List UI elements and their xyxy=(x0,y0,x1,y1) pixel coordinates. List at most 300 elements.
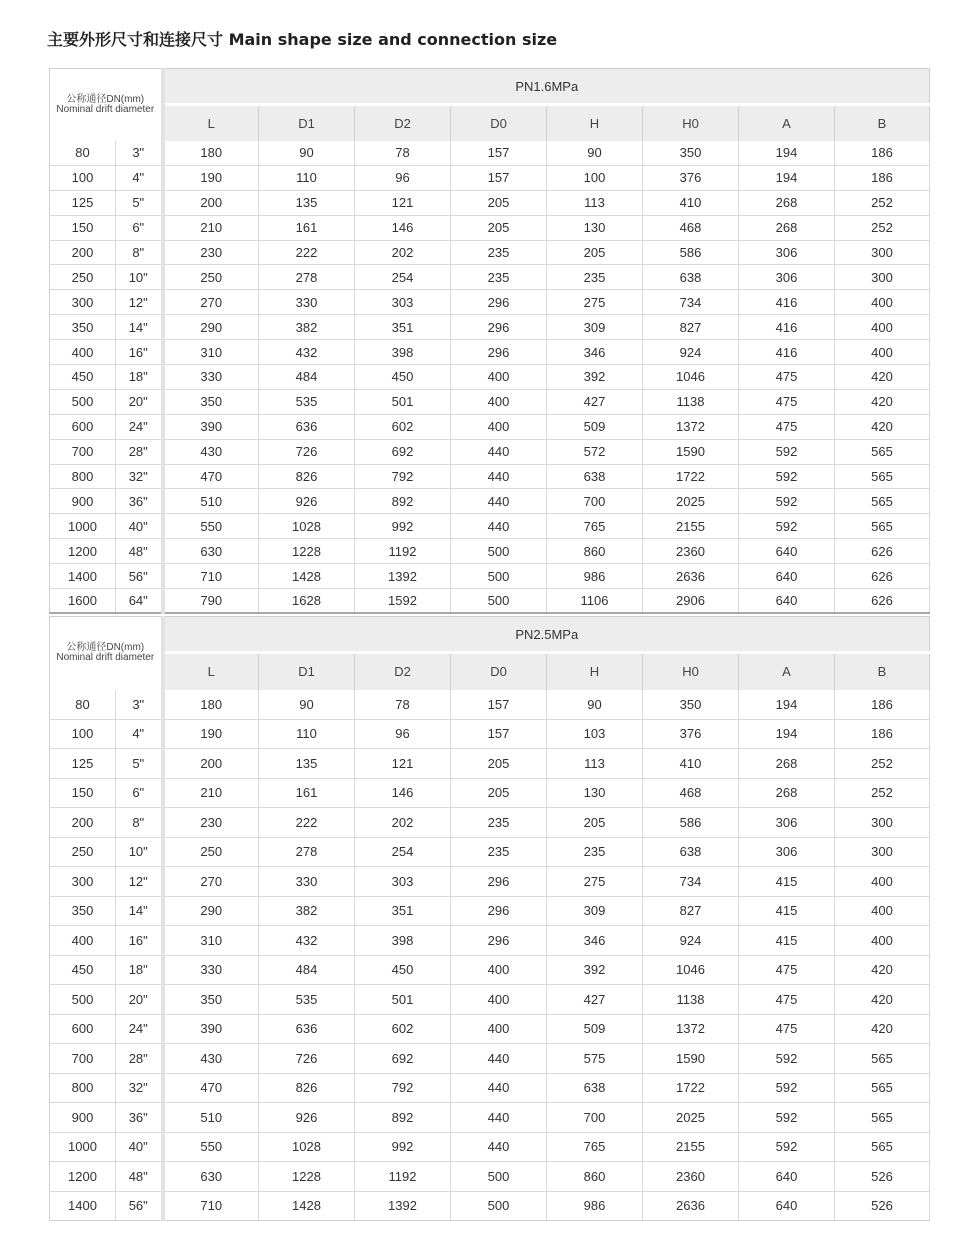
table-row xyxy=(50,389,930,414)
value-cell: 1138 xyxy=(643,985,739,1015)
dn-inch-cell: 24" xyxy=(116,1014,163,1044)
value-cell: 78 xyxy=(355,690,451,720)
dn-mm-cell: 80 xyxy=(50,690,116,720)
dn-inch-cell: 32" xyxy=(116,1073,163,1103)
table-row xyxy=(50,1044,930,1074)
value-cell: 1392 xyxy=(355,1191,451,1221)
value-cell: 710 xyxy=(163,1191,259,1221)
dn-inch-cell: 6" xyxy=(116,778,163,808)
value-cell: 640 xyxy=(739,1191,835,1221)
value-cell: 250 xyxy=(163,837,259,867)
value-cell: 330 xyxy=(163,955,259,985)
value-cell: 268 xyxy=(739,190,835,215)
value-cell: 992 xyxy=(355,514,451,539)
value-cell: 392 xyxy=(547,955,643,985)
dn-mm-cell: 350 xyxy=(50,896,116,926)
dn-mm-cell: 125 xyxy=(50,749,116,779)
value-cell: 1392 xyxy=(355,564,451,589)
column-header-h: H xyxy=(547,105,643,141)
column-header-h: H xyxy=(547,653,643,690)
column-header-b: B xyxy=(835,105,930,141)
table-row xyxy=(50,365,930,390)
value-cell: 161 xyxy=(259,778,355,808)
dn-inch-cell: 64" xyxy=(116,589,163,614)
value-cell: 2636 xyxy=(643,564,739,589)
value-cell: 1590 xyxy=(643,1044,739,1074)
value-cell: 440 xyxy=(451,489,547,514)
value-cell: 475 xyxy=(739,414,835,439)
table-row xyxy=(50,808,930,838)
value-cell: 90 xyxy=(547,141,643,166)
dn-mm-cell: 300 xyxy=(50,867,116,897)
value-cell: 254 xyxy=(355,265,451,290)
value-cell: 565 xyxy=(835,464,930,489)
value-cell: 180 xyxy=(163,141,259,166)
value-cell: 306 xyxy=(739,240,835,265)
dn-mm-cell: 1200 xyxy=(50,1162,116,1192)
value-cell: 296 xyxy=(451,867,547,897)
value-cell: 296 xyxy=(451,340,547,365)
value-cell: 200 xyxy=(163,190,259,215)
dn-mm-cell: 200 xyxy=(50,240,116,265)
dn-inch-cell: 5" xyxy=(116,190,163,215)
value-cell: 565 xyxy=(835,1044,930,1074)
value-cell: 1028 xyxy=(259,514,355,539)
nominal-diameter-label-cn: 公称通径DN(mm) xyxy=(66,642,145,654)
value-cell: 500 xyxy=(451,1162,547,1192)
value-cell: 892 xyxy=(355,1103,451,1133)
value-cell: 400 xyxy=(835,315,930,340)
dn-inch-cell: 16" xyxy=(116,340,163,365)
value-cell: 90 xyxy=(547,690,643,720)
value-cell: 180 xyxy=(163,690,259,720)
value-cell: 592 xyxy=(739,1044,835,1074)
dn-mm-cell: 1600 xyxy=(50,589,116,614)
column-header-a: A xyxy=(739,653,835,690)
value-cell: 205 xyxy=(451,778,547,808)
column-header-d1: D1 xyxy=(259,653,355,690)
value-cell: 2025 xyxy=(643,489,739,514)
value-cell: 400 xyxy=(451,1014,547,1044)
table-row xyxy=(50,1132,930,1162)
value-cell: 270 xyxy=(163,867,259,897)
value-cell: 121 xyxy=(355,749,451,779)
dn-mm-cell: 800 xyxy=(50,464,116,489)
value-cell: 96 xyxy=(355,719,451,749)
value-cell: 734 xyxy=(643,290,739,315)
dn-inch-cell: 28" xyxy=(116,439,163,464)
value-cell: 113 xyxy=(547,190,643,215)
value-cell: 440 xyxy=(451,1044,547,1074)
value-cell: 2906 xyxy=(643,589,739,614)
value-cell: 1592 xyxy=(355,589,451,614)
value-cell: 235 xyxy=(547,265,643,290)
value-cell: 710 xyxy=(163,564,259,589)
dn-mm-cell: 1000 xyxy=(50,514,116,539)
dn-mm-cell: 300 xyxy=(50,290,116,315)
value-cell: 400 xyxy=(451,389,547,414)
column-header-d1: D1 xyxy=(259,105,355,141)
value-cell: 510 xyxy=(163,1103,259,1133)
nominal-diameter-label-en: Nominal drift diameter xyxy=(56,103,155,115)
table-row xyxy=(50,749,930,779)
value-cell: 640 xyxy=(739,564,835,589)
value-cell: 440 xyxy=(451,464,547,489)
value-cell: 638 xyxy=(643,265,739,290)
value-cell: 1228 xyxy=(259,1162,355,1192)
dn-mm-cell: 800 xyxy=(50,1073,116,1103)
value-cell: 210 xyxy=(163,778,259,808)
value-cell: 1192 xyxy=(355,1162,451,1192)
value-cell: 2360 xyxy=(643,539,739,564)
value-cell: 510 xyxy=(163,489,259,514)
dn-inch-cell: 3" xyxy=(116,141,163,166)
value-cell: 860 xyxy=(547,1162,643,1192)
dn-mm-cell: 250 xyxy=(50,265,116,290)
table-row xyxy=(50,464,930,489)
table-row xyxy=(50,290,930,315)
value-cell: 205 xyxy=(451,215,547,240)
value-cell: 1106 xyxy=(547,589,643,614)
value-cell: 310 xyxy=(163,340,259,365)
value-cell: 400 xyxy=(835,926,930,956)
value-cell: 440 xyxy=(451,439,547,464)
value-cell: 157 xyxy=(451,719,547,749)
value-cell: 565 xyxy=(835,1132,930,1162)
value-cell: 638 xyxy=(547,464,643,489)
value-cell: 640 xyxy=(739,1162,835,1192)
value-cell: 1722 xyxy=(643,1073,739,1103)
table-body xyxy=(50,141,930,614)
value-cell: 275 xyxy=(547,867,643,897)
table-row xyxy=(50,265,930,290)
table-row xyxy=(50,539,930,564)
value-cell: 638 xyxy=(643,837,739,867)
value-cell: 309 xyxy=(547,315,643,340)
value-cell: 475 xyxy=(739,985,835,1015)
dn-inch-cell: 56" xyxy=(116,1191,163,1221)
value-cell: 626 xyxy=(835,589,930,614)
value-cell: 586 xyxy=(643,240,739,265)
value-cell: 235 xyxy=(451,240,547,265)
value-cell: 390 xyxy=(163,1014,259,1044)
value-cell: 130 xyxy=(547,215,643,240)
value-cell: 346 xyxy=(547,340,643,365)
dn-inch-cell: 12" xyxy=(116,290,163,315)
value-cell: 254 xyxy=(355,837,451,867)
value-cell: 96 xyxy=(355,165,451,190)
value-cell: 1590 xyxy=(643,439,739,464)
value-cell: 924 xyxy=(643,926,739,956)
value-cell: 826 xyxy=(259,1073,355,1103)
value-cell: 430 xyxy=(163,439,259,464)
value-cell: 432 xyxy=(259,926,355,956)
value-cell: 826 xyxy=(259,464,355,489)
nominal-diameter-label-cn: 公称通径DN(mm) xyxy=(66,93,145,105)
dn-mm-cell: 1000 xyxy=(50,1132,116,1162)
dn-mm-cell: 450 xyxy=(50,955,116,985)
table-row xyxy=(50,778,930,808)
value-cell: 792 xyxy=(355,464,451,489)
value-cell: 586 xyxy=(643,808,739,838)
value-cell: 235 xyxy=(451,808,547,838)
value-cell: 235 xyxy=(547,837,643,867)
value-cell: 415 xyxy=(739,867,835,897)
value-cell: 398 xyxy=(355,926,451,956)
table-row xyxy=(50,926,930,956)
value-cell: 190 xyxy=(163,165,259,190)
value-cell: 110 xyxy=(259,165,355,190)
column-header-h0: H0 xyxy=(643,653,739,690)
value-cell: 202 xyxy=(355,240,451,265)
dn-mm-cell: 700 xyxy=(50,1044,116,1074)
value-cell: 450 xyxy=(355,365,451,390)
dn-inch-cell: 40" xyxy=(116,514,163,539)
value-cell: 296 xyxy=(451,896,547,926)
value-cell: 2025 xyxy=(643,1103,739,1133)
value-cell: 113 xyxy=(547,749,643,779)
dn-inch-cell: 36" xyxy=(116,489,163,514)
value-cell: 892 xyxy=(355,489,451,514)
value-cell: 303 xyxy=(355,867,451,897)
dn-inch-cell: 12" xyxy=(116,867,163,897)
value-cell: 210 xyxy=(163,215,259,240)
dn-mm-cell: 400 xyxy=(50,340,116,365)
value-cell: 692 xyxy=(355,439,451,464)
value-cell: 306 xyxy=(739,265,835,290)
value-cell: 252 xyxy=(835,215,930,240)
table-row xyxy=(50,985,930,1015)
value-cell: 110 xyxy=(259,719,355,749)
value-cell: 346 xyxy=(547,926,643,956)
value-cell: 700 xyxy=(547,1103,643,1133)
dn-inch-cell: 14" xyxy=(116,315,163,340)
value-cell: 420 xyxy=(835,985,930,1015)
value-cell: 1028 xyxy=(259,1132,355,1162)
value-cell: 565 xyxy=(835,1073,930,1103)
value-cell: 427 xyxy=(547,389,643,414)
dn-inch-cell: 28" xyxy=(116,1044,163,1074)
value-cell: 103 xyxy=(547,719,643,749)
value-cell: 382 xyxy=(259,315,355,340)
value-cell: 278 xyxy=(259,837,355,867)
table-row xyxy=(50,240,930,265)
value-cell: 1046 xyxy=(643,365,739,390)
value-cell: 484 xyxy=(259,365,355,390)
value-cell: 592 xyxy=(739,1103,835,1133)
value-cell: 427 xyxy=(547,985,643,1015)
value-cell: 400 xyxy=(451,955,547,985)
dn-inch-cell: 5" xyxy=(116,749,163,779)
column-header-d2: D2 xyxy=(355,653,451,690)
value-cell: 501 xyxy=(355,389,451,414)
value-cell: 1372 xyxy=(643,414,739,439)
value-cell: 420 xyxy=(835,955,930,985)
value-cell: 470 xyxy=(163,1073,259,1103)
value-cell: 592 xyxy=(739,489,835,514)
value-cell: 400 xyxy=(451,985,547,1015)
value-cell: 296 xyxy=(451,926,547,956)
value-cell: 296 xyxy=(451,315,547,340)
value-cell: 734 xyxy=(643,867,739,897)
value-cell: 827 xyxy=(643,315,739,340)
value-cell: 90 xyxy=(259,690,355,720)
value-cell: 309 xyxy=(547,896,643,926)
pressure-rating-header: PN2.5MPa xyxy=(163,617,930,653)
value-cell: 992 xyxy=(355,1132,451,1162)
value-cell: 205 xyxy=(451,190,547,215)
value-cell: 161 xyxy=(259,215,355,240)
dn-inch-cell: 36" xyxy=(116,1103,163,1133)
value-cell: 926 xyxy=(259,1103,355,1133)
value-cell: 252 xyxy=(835,749,930,779)
value-cell: 475 xyxy=(739,955,835,985)
dn-mm-cell: 1400 xyxy=(50,564,116,589)
value-cell: 186 xyxy=(835,719,930,749)
value-cell: 565 xyxy=(835,489,930,514)
pn25-dimension-table xyxy=(49,616,930,1221)
table-row xyxy=(50,690,930,720)
value-cell: 290 xyxy=(163,315,259,340)
dn-inch-cell: 16" xyxy=(116,926,163,956)
value-cell: 430 xyxy=(163,1044,259,1074)
value-cell: 440 xyxy=(451,514,547,539)
value-cell: 190 xyxy=(163,719,259,749)
value-cell: 376 xyxy=(643,165,739,190)
value-cell: 410 xyxy=(643,190,739,215)
value-cell: 390 xyxy=(163,414,259,439)
dn-inch-cell: 4" xyxy=(116,165,163,190)
table-row xyxy=(50,1014,930,1044)
value-cell: 194 xyxy=(739,690,835,720)
value-cell: 2155 xyxy=(643,514,739,539)
page-title: 主要外形尺寸和连接尺寸 Main shape size and connection size xyxy=(47,30,558,49)
value-cell: 1428 xyxy=(259,1191,355,1221)
value-cell: 500 xyxy=(451,564,547,589)
dn-inch-cell: 20" xyxy=(116,985,163,1015)
value-cell: 535 xyxy=(259,389,355,414)
value-cell: 398 xyxy=(355,340,451,365)
value-cell: 121 xyxy=(355,190,451,215)
table-row xyxy=(50,514,930,539)
column-header-d0: D0 xyxy=(451,105,547,141)
dn-mm-cell: 500 xyxy=(50,389,116,414)
value-cell: 416 xyxy=(739,340,835,365)
value-cell: 640 xyxy=(739,589,835,614)
column-header-d0: D0 xyxy=(451,653,547,690)
dn-mm-cell: 900 xyxy=(50,489,116,514)
dn-mm-cell: 1400 xyxy=(50,1191,116,1221)
value-cell: 2636 xyxy=(643,1191,739,1221)
value-cell: 432 xyxy=(259,340,355,365)
table-row xyxy=(50,589,930,614)
value-cell: 205 xyxy=(547,808,643,838)
value-cell: 592 xyxy=(739,1073,835,1103)
value-cell: 252 xyxy=(835,778,930,808)
value-cell: 420 xyxy=(835,414,930,439)
value-cell: 376 xyxy=(643,719,739,749)
value-cell: 440 xyxy=(451,1132,547,1162)
value-cell: 350 xyxy=(643,690,739,720)
dn-mm-cell: 600 xyxy=(50,1014,116,1044)
value-cell: 602 xyxy=(355,1014,451,1044)
value-cell: 420 xyxy=(835,1014,930,1044)
value-cell: 300 xyxy=(835,808,930,838)
value-cell: 1192 xyxy=(355,539,451,564)
value-cell: 860 xyxy=(547,539,643,564)
column-header-l: L xyxy=(163,653,259,690)
value-cell: 630 xyxy=(163,539,259,564)
value-cell: 350 xyxy=(163,389,259,414)
value-cell: 351 xyxy=(355,896,451,926)
value-cell: 275 xyxy=(547,290,643,315)
dn-mm-cell: 900 xyxy=(50,1103,116,1133)
column-header-b: B xyxy=(835,653,930,690)
dn-inch-cell: 40" xyxy=(116,1132,163,1162)
value-cell: 268 xyxy=(739,215,835,240)
dn-mm-cell: 80 xyxy=(50,141,116,166)
value-cell: 470 xyxy=(163,464,259,489)
value-cell: 90 xyxy=(259,141,355,166)
dn-inch-cell: 24" xyxy=(116,414,163,439)
value-cell: 550 xyxy=(163,1132,259,1162)
value-cell: 1372 xyxy=(643,1014,739,1044)
value-cell: 626 xyxy=(835,564,930,589)
value-cell: 572 xyxy=(547,439,643,464)
value-cell: 592 xyxy=(739,514,835,539)
value-cell: 475 xyxy=(739,1014,835,1044)
value-cell: 640 xyxy=(739,539,835,564)
value-cell: 450 xyxy=(355,955,451,985)
value-cell: 300 xyxy=(835,837,930,867)
nominal-diameter-label-en: Nominal drift diameter xyxy=(56,652,155,664)
value-cell: 2155 xyxy=(643,1132,739,1162)
value-cell: 130 xyxy=(547,778,643,808)
value-cell: 194 xyxy=(739,719,835,749)
dn-inch-cell: 18" xyxy=(116,955,163,985)
nominal-diameter-header xyxy=(50,69,163,141)
value-cell: 135 xyxy=(259,190,355,215)
dn-inch-cell: 8" xyxy=(116,240,163,265)
dn-mm-cell: 1200 xyxy=(50,539,116,564)
value-cell: 630 xyxy=(163,1162,259,1192)
value-cell: 268 xyxy=(739,778,835,808)
value-cell: 330 xyxy=(259,290,355,315)
value-cell: 300 xyxy=(835,240,930,265)
value-cell: 330 xyxy=(163,365,259,390)
dn-mm-cell: 500 xyxy=(50,985,116,1015)
value-cell: 400 xyxy=(451,414,547,439)
value-cell: 636 xyxy=(259,414,355,439)
value-cell: 1628 xyxy=(259,589,355,614)
value-cell: 230 xyxy=(163,808,259,838)
dn-mm-cell: 350 xyxy=(50,315,116,340)
pressure-rating-header: PN1.6MPa xyxy=(163,69,930,105)
value-cell: 350 xyxy=(643,141,739,166)
value-cell: 565 xyxy=(835,439,930,464)
value-cell: 535 xyxy=(259,985,355,1015)
value-cell: 1228 xyxy=(259,539,355,564)
value-cell: 202 xyxy=(355,808,451,838)
value-cell: 415 xyxy=(739,896,835,926)
dn-inch-cell: 6" xyxy=(116,215,163,240)
table-row xyxy=(50,1103,930,1133)
value-cell: 565 xyxy=(835,514,930,539)
value-cell: 1428 xyxy=(259,564,355,589)
value-cell: 500 xyxy=(451,539,547,564)
value-cell: 222 xyxy=(259,240,355,265)
value-cell: 2360 xyxy=(643,1162,739,1192)
